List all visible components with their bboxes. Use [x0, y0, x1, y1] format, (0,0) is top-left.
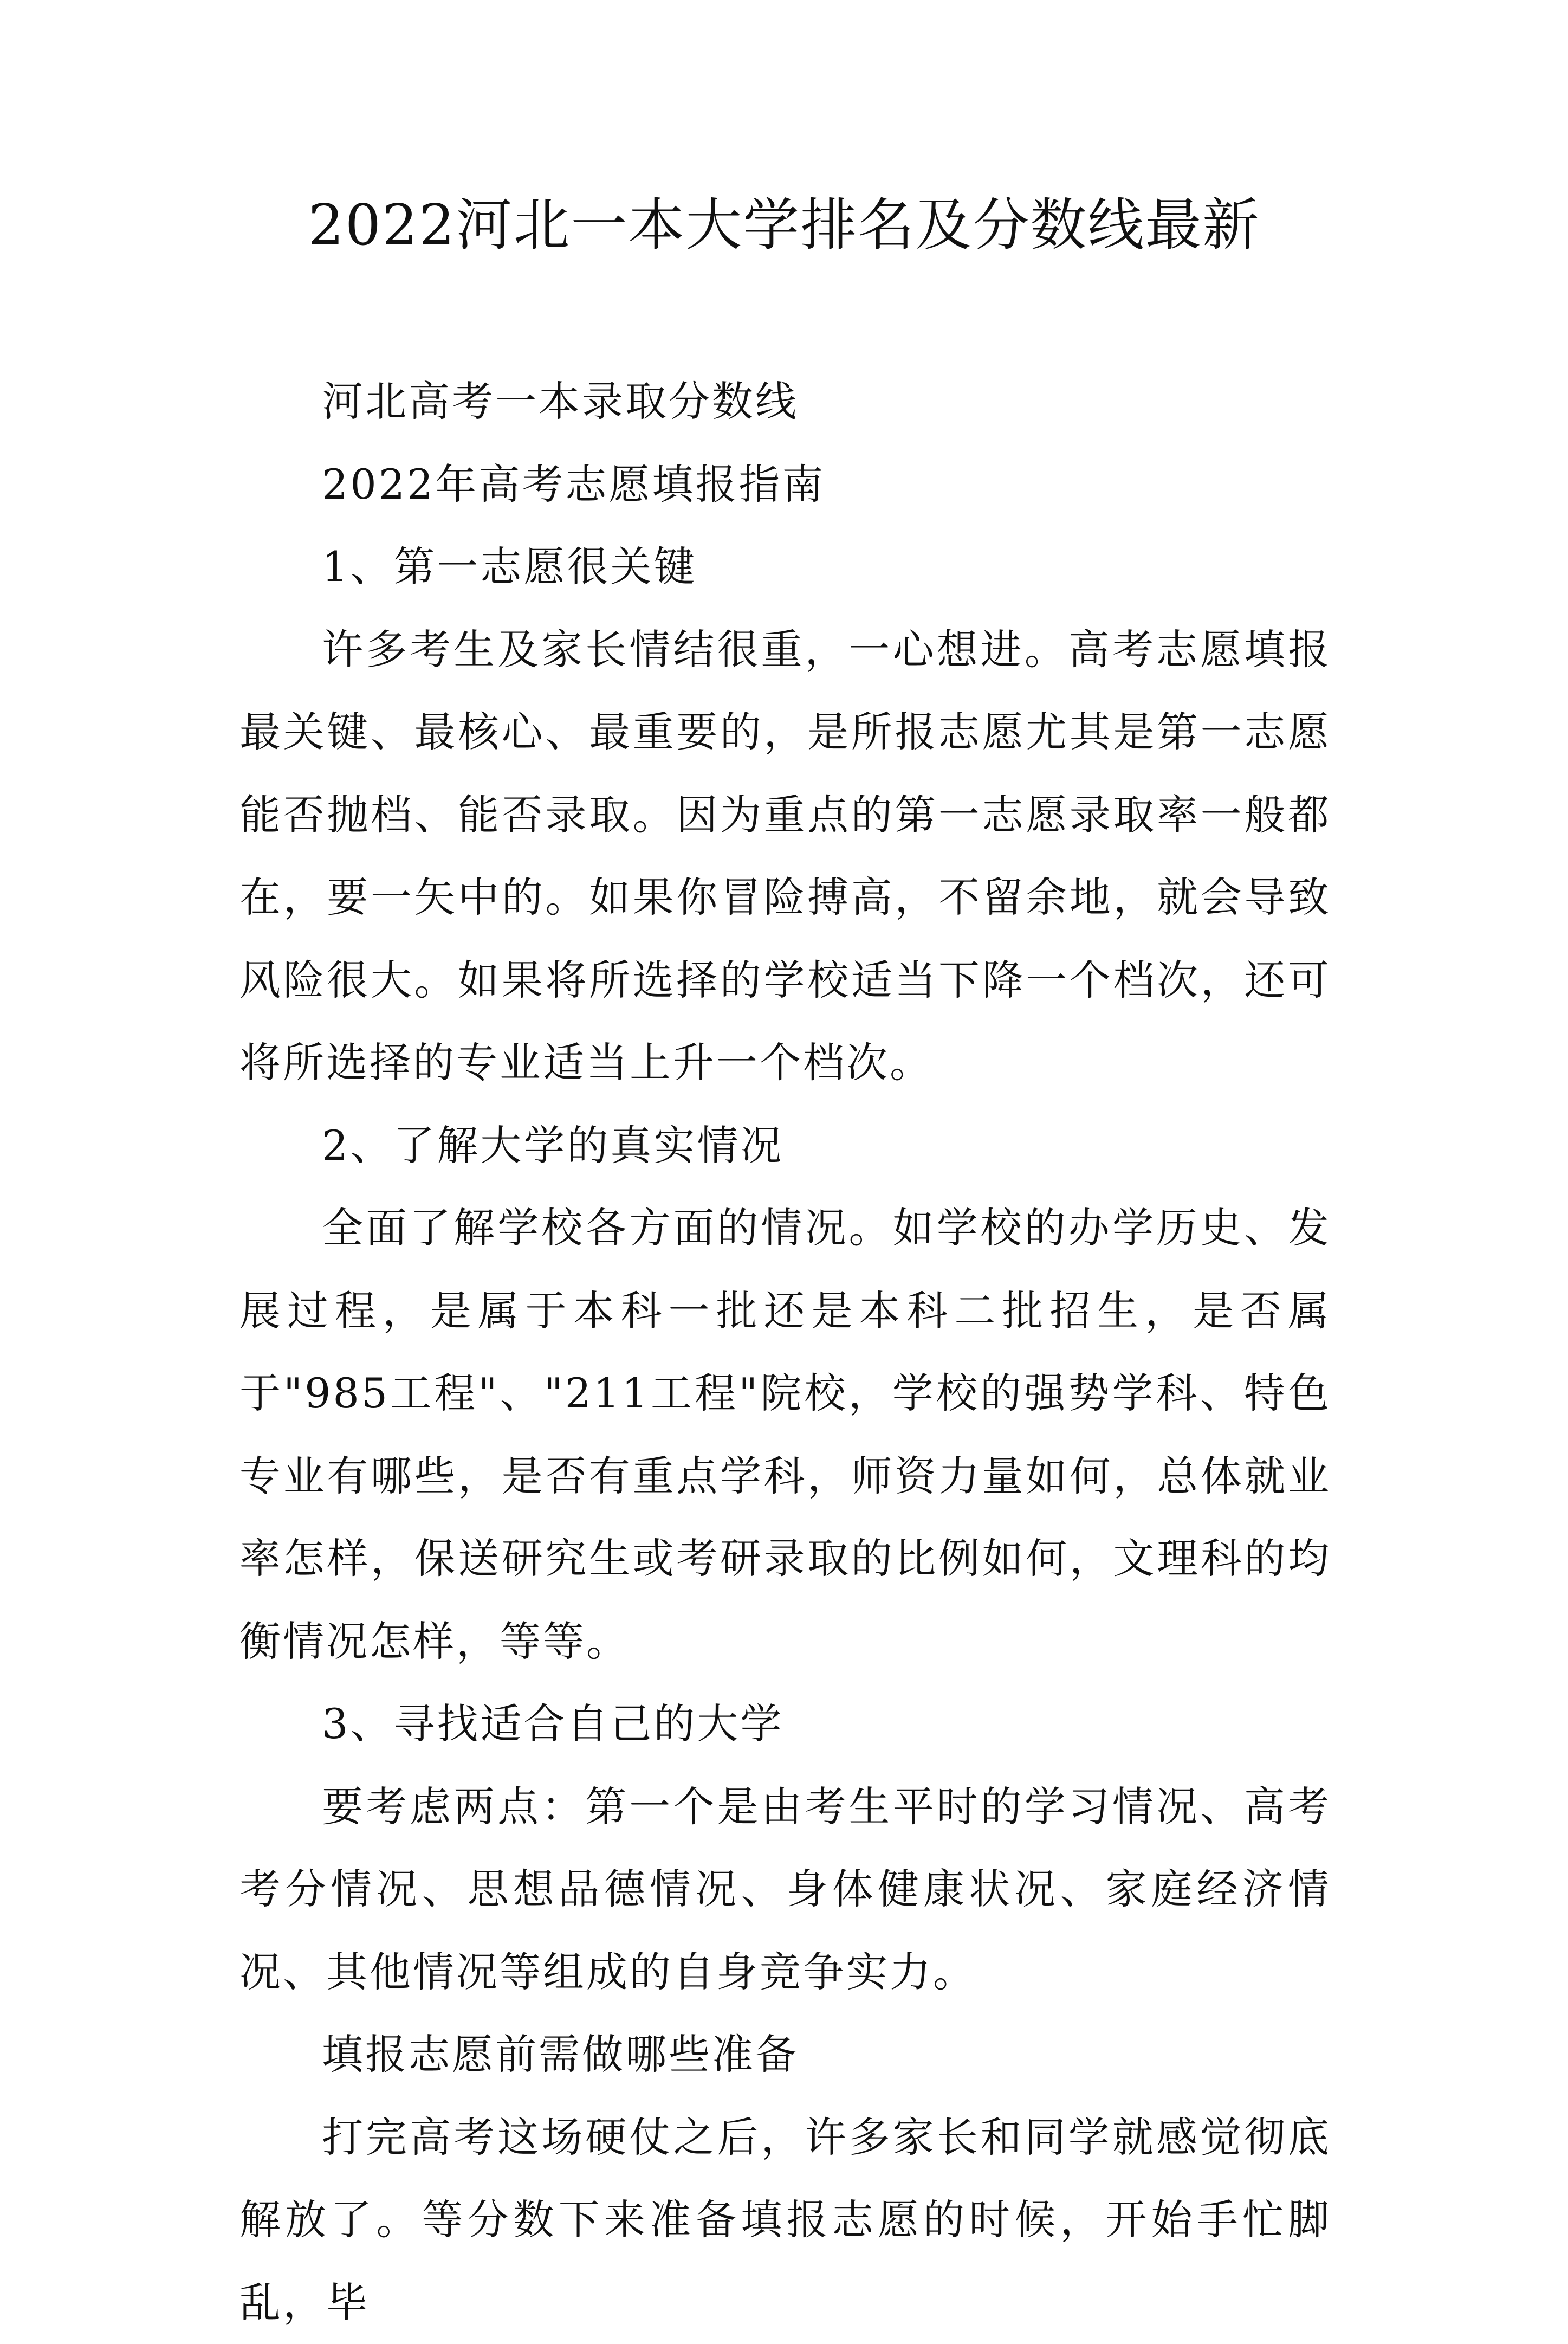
- paragraph-section-2-body: 全面了解学校各方面的情况。如学校的办学历史、发展过程，是属于本科一批还是本科二批招生，是否属于"985工程"、"211工程"院校，学校的强势学科、特色专业有哪些，是否有重点学科，师资力量如何，总体就业率怎样，保送研究生或考研录取的比例如何，文理科的均衡情况怎样，等等。: [239, 1187, 1331, 1683]
- paragraph-section-1-body: 许多考生及家长情结很重，一心想进。高考志愿填报最关键、最核心、最重要的，是所报志愿尤其是第一志愿能否抛档、能否录取。因为重点的第一志愿录取率一般都在，要一矢中的。如果你冒险搏高，不留余地，就会导致风险很大。如果将所选择的学校适当下降一个档次，还可将所选择的专业适当上升一个档次。: [239, 609, 1331, 1105]
- paragraph-preparation-heading: 填报志愿前需做哪些准备: [239, 2013, 1331, 2096]
- paragraph-score-line-heading: 河北高考一本录取分数线: [239, 360, 1331, 443]
- document-body: [239, 360, 1331, 2344]
- paragraph-section-3-heading: 3、寻找适合自己的大学: [239, 1683, 1331, 1766]
- paragraph-section-3-body: 要考虑两点：第一个是由考生平时的学习情况、高考考分情况、思想品德情况、身体健康状况、家庭经济情况、其他情况等组成的自身竞争实力。: [239, 1766, 1331, 2014]
- paragraph-preparation-body: 打完高考这场硬仗之后，许多家长和同学就感觉彻底解放了。等分数下来准备填报志愿的时候，开始手忙脚乱，毕: [239, 2096, 1331, 2344]
- paragraph-section-2-heading: 2、了解大学的真实情况: [239, 1105, 1331, 1187]
- paragraph-guide-heading: 2022年高考志愿填报指南: [239, 443, 1331, 526]
- document-title: 2022河北一本大学排名及分数线最新: [0, 190, 1568, 260]
- paragraph-section-1-heading: 1、第一志愿很关键: [239, 526, 1331, 609]
